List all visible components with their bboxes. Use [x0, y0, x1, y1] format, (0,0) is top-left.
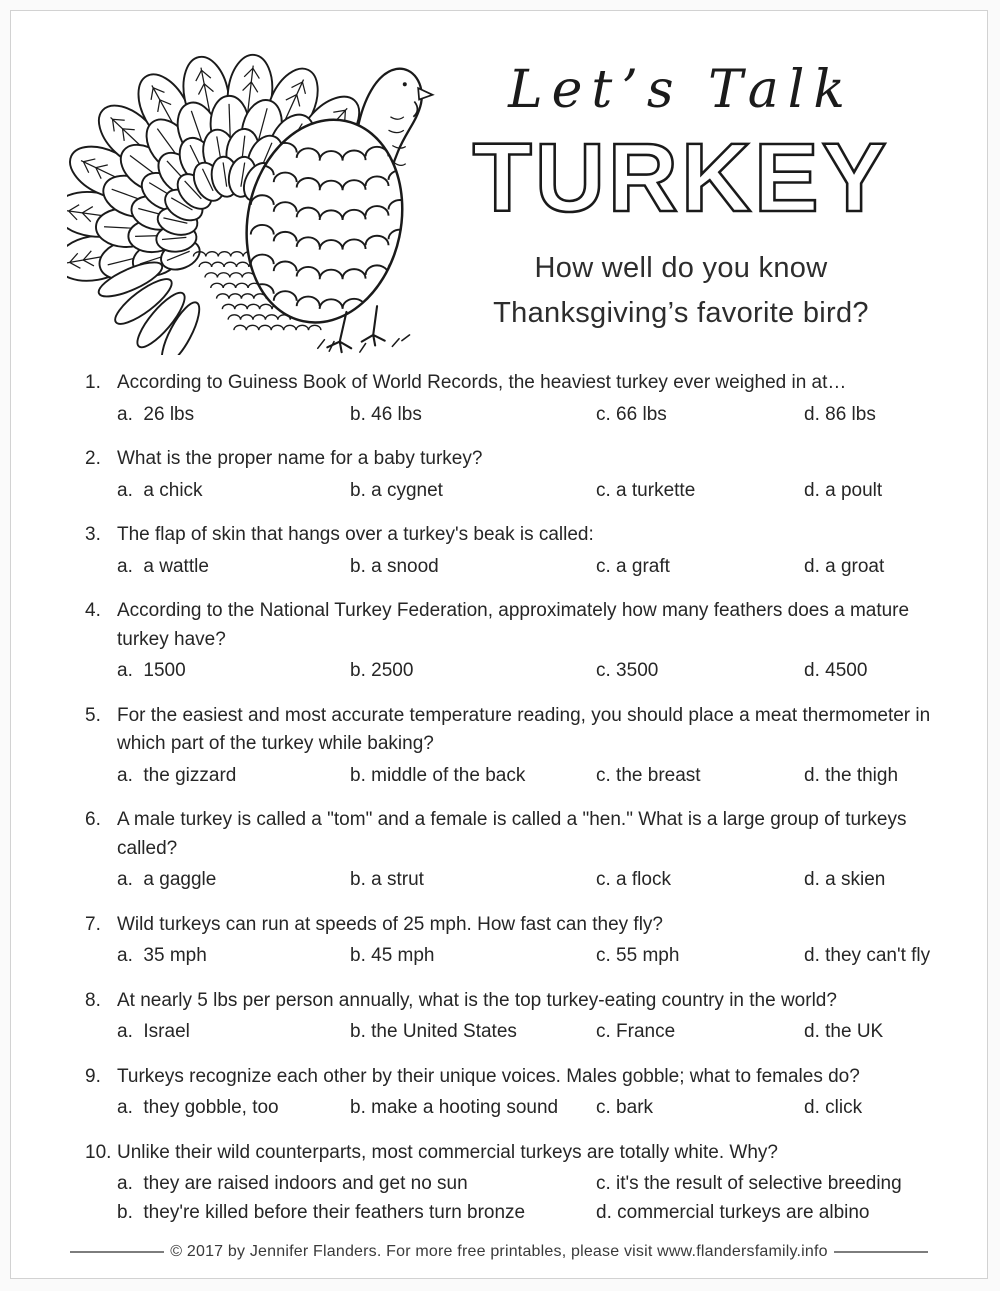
answer-option-d: d. a groat [804, 555, 885, 577]
question-item-6 [85, 806, 937, 895]
subtitle-line-2: Thanksgiving’s favorite bird? [493, 296, 869, 329]
subtitle-line-1: How well do you know [534, 251, 828, 284]
question-text: What is the proper name for a baby turkey? [117, 448, 483, 469]
answer-option-d: d. 4500 [804, 660, 868, 681]
header [11, 11, 987, 351]
answer-option-b: b. make a hooting sound [350, 1097, 559, 1118]
question-number: 2. [85, 448, 101, 469]
question-text: Unlike their wild counterparts, most commercial turkeys are totally white. Why? [117, 1141, 779, 1163]
main-title [441, 125, 921, 229]
question-text: A male turkey is called a "tom" and a female is called a "hen." What is a large group of turkeys called? [117, 809, 907, 859]
answer-option-b: b. they're killed before their feathers turn bronze [117, 1201, 526, 1223]
question-item-3 [85, 521, 937, 581]
title-block [435, 61, 927, 336]
answer-options [117, 1170, 937, 1227]
question-number: 4. [85, 600, 101, 621]
answer-option-d: d. the thigh [804, 764, 899, 786]
answer-options [117, 866, 937, 895]
question-text: For the easiest and most accurate temperature reading, you should place a meat thermometer in which part of the turkey while baking? [117, 704, 931, 754]
answer-option-a: a. the gizzard [117, 764, 237, 786]
question-number: 10. [85, 1141, 112, 1163]
question-item-10 [85, 1139, 937, 1228]
answer-options [117, 477, 937, 506]
question-item-2 [85, 445, 937, 505]
question-item-8 [85, 987, 937, 1047]
question-item-9 [85, 1063, 937, 1123]
question-item-4 [85, 597, 937, 686]
answer-option-a: a. 26 lbs [117, 403, 195, 425]
answer-option-b: b. a snood [350, 555, 439, 577]
answer-option-a: a. 35 mph [117, 945, 207, 966]
answer-option-b: b. 45 mph [350, 945, 435, 966]
answer-option-c: c. it's the result of selective breeding [596, 1173, 902, 1194]
answer-option-c: c. 66 lbs [596, 403, 667, 425]
answer-option-d: d. the UK [804, 1021, 884, 1042]
turkey-illustration [67, 25, 447, 355]
footer [11, 1243, 987, 1261]
answer-option-b: b. 46 lbs [350, 403, 422, 425]
question-item-1 [85, 369, 937, 429]
answer-option-c: c. 55 mph [596, 945, 680, 966]
question-number: 3. [85, 524, 101, 545]
footer-divider-left [70, 1251, 164, 1253]
answer-option-a: a. a chick [117, 479, 203, 501]
answer-option-a: a. Israel [117, 1021, 190, 1042]
answer-option-a: a. they gobble, too [117, 1097, 279, 1118]
answer-options [117, 762, 937, 791]
question-number: 9. [85, 1065, 101, 1087]
answer-option-b: b. a strut [350, 869, 424, 890]
answer-option-a: a. they are raised indoors and get no sun [117, 1173, 468, 1194]
answer-options [117, 657, 937, 686]
answer-options [117, 1018, 937, 1047]
question-text: According to the National Turkey Federation, approximately how many feathers does a mature turkey have? [117, 600, 910, 650]
footer-divider-right [834, 1251, 928, 1253]
quiz-list [11, 351, 987, 1227]
answer-option-d: d. commercial turkeys are albino [596, 1201, 870, 1223]
answer-options [117, 942, 937, 971]
question-number: 8. [85, 989, 101, 1011]
answer-option-a: a. a gaggle [117, 869, 217, 890]
question-number: 1. [85, 372, 101, 393]
question-number: 5. [85, 704, 101, 726]
answer-option-c: c. the breast [596, 764, 701, 786]
question-text: At nearly 5 lbs per person annually, what is the top turkey-eating country in the world? [117, 989, 837, 1011]
question-number: 6. [85, 809, 101, 830]
question-text: The flap of skin that hangs over a turkey's beak is called: [117, 524, 594, 545]
answer-option-c: c. a graft [596, 555, 670, 577]
answer-option-d: d. a poult [804, 479, 883, 501]
answer-option-c: c. a flock [596, 869, 671, 890]
answer-option-c: c. bark [596, 1097, 654, 1118]
answer-options [117, 1094, 937, 1123]
answer-option-a: a. a wattle [117, 555, 209, 577]
answer-option-d: d. click [804, 1097, 863, 1118]
question-text: According to Guiness Book of World Records, the heaviest turkey ever weighed in at… [117, 372, 847, 393]
answer-option-b: b. a cygnet [350, 479, 443, 501]
answer-option-d: d. they can't fly [804, 945, 931, 966]
answer-option-c: c. 3500 [596, 660, 659, 681]
answer-options [117, 553, 937, 582]
turkey-line-art-icon [67, 25, 447, 355]
subtitle [435, 246, 927, 336]
question-number: 7. [85, 913, 101, 935]
answer-option-b: b. the United States [350, 1021, 517, 1042]
question-text: Turkeys recognize each other by their unique voices. Males gobble; what to females do? [117, 1065, 860, 1087]
footer-credit-text: © 2017 by Jennifer Flanders. For more free printables, please visit www.flandersfamily.info [170, 1243, 828, 1260]
answer-option-d: d. 86 lbs [804, 403, 876, 425]
question-item-5 [85, 702, 937, 791]
question-item-7 [85, 911, 937, 971]
script-title: Let’s Talk [508, 60, 854, 120]
answer-option-d: d. a skien [804, 869, 886, 890]
answer-option-a: a. 1500 [117, 660, 186, 681]
answer-option-b: b. 2500 [350, 660, 414, 681]
answer-option-b: b. middle of the back [350, 764, 526, 786]
answer-option-c: c. a turkette [596, 479, 696, 501]
answer-options [117, 401, 937, 430]
main-title-text: TURKEY [472, 124, 890, 229]
question-text: Wild turkeys can run at speeds of 25 mph. How fast can they fly? [117, 913, 663, 935]
answer-option-c: c. France [596, 1021, 676, 1042]
worksheet-page [10, 10, 988, 1279]
